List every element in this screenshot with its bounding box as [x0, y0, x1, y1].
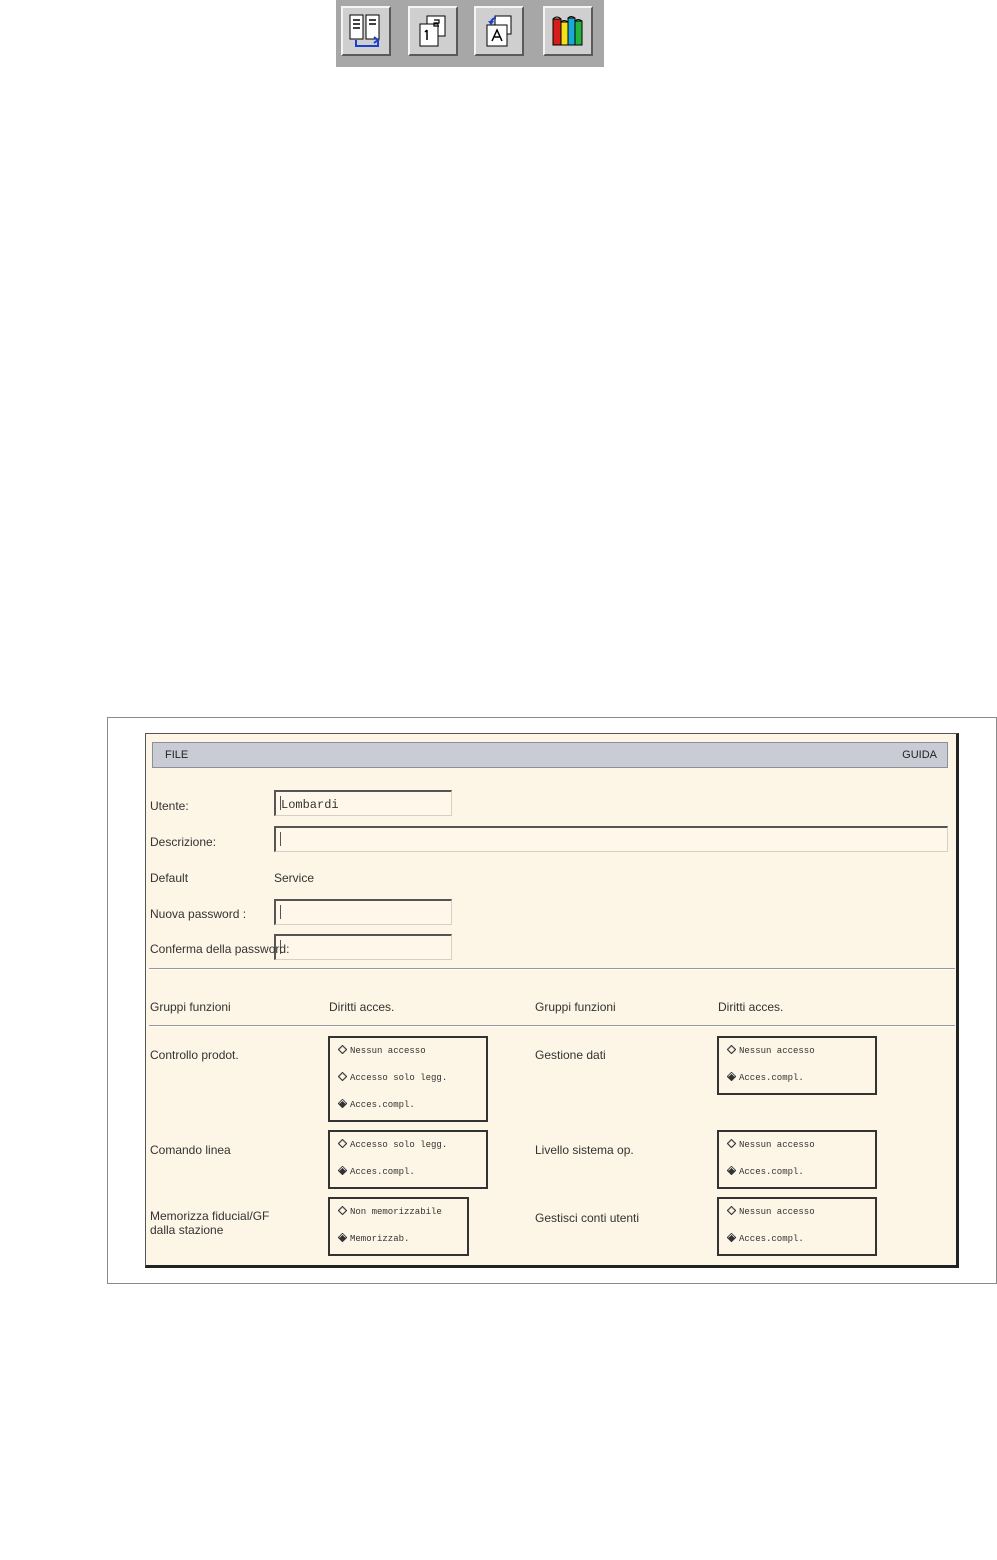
radio-group — [717, 1036, 877, 1095]
radio-option-label: Acces.compl. — [350, 1100, 415, 1110]
radio-option[interactable] — [338, 1099, 415, 1110]
radio-unselected-icon — [338, 1206, 347, 1215]
radio-option[interactable] — [338, 1233, 409, 1244]
header-rights-left: Diritti acces. — [329, 1000, 395, 1014]
radio-option[interactable] — [338, 1206, 442, 1217]
user-label: Utente: — [150, 799, 189, 813]
radio-unselected-icon — [338, 1139, 347, 1148]
radio-option-label: Memorizzab. — [350, 1234, 410, 1244]
radio-option-label: Nessun accesso — [739, 1046, 815, 1056]
header-rights-right: Diritti acces. — [718, 1000, 784, 1014]
radio-option-label: Acces.compl. — [739, 1073, 804, 1083]
radio-group — [328, 1036, 488, 1122]
menu-file[interactable]: FILE — [165, 749, 189, 761]
radio-option[interactable] — [338, 1072, 447, 1083]
radio-selected-icon — [727, 1166, 736, 1175]
header-group-right: Gruppi funzioni — [535, 1000, 616, 1014]
radio-option[interactable] — [727, 1233, 804, 1244]
radio-option[interactable] — [338, 1045, 426, 1056]
group-label: Comando linea — [150, 1143, 231, 1157]
books-button[interactable] — [543, 6, 593, 56]
confirm-password-field[interactable] — [274, 934, 452, 960]
radio-unselected-icon — [338, 1072, 347, 1081]
divider — [149, 968, 955, 970]
page-number-button[interactable] — [408, 6, 458, 56]
radio-option[interactable] — [338, 1166, 415, 1177]
radio-selected-icon — [727, 1233, 736, 1242]
replace-document-button[interactable] — [474, 6, 524, 56]
radio-unselected-icon — [727, 1045, 736, 1054]
radio-option-label: Nessun accesso — [350, 1046, 426, 1056]
radio-group — [717, 1197, 877, 1256]
group-label: Livello sistema op. — [535, 1143, 634, 1157]
radio-selected-icon — [338, 1166, 347, 1175]
radio-option-label: Acces.compl. — [739, 1167, 804, 1177]
radio-unselected-icon — [727, 1139, 736, 1148]
radio-option-label: Accesso solo legg. — [350, 1073, 448, 1083]
radio-group — [328, 1130, 488, 1189]
default-label: Default — [150, 871, 189, 885]
radio-option[interactable] — [727, 1166, 804, 1177]
radio-option[interactable] — [727, 1045, 815, 1056]
radio-selected-icon — [338, 1233, 347, 1242]
group-label: Controllo prodot. — [150, 1048, 239, 1062]
menu-help[interactable]: GUIDA — [902, 749, 937, 761]
group-label: Gestisci conti utenti — [535, 1211, 640, 1225]
group-label: Memorizza fiducial/GF — [150, 1209, 270, 1223]
replace-document-icon — [481, 13, 517, 49]
menu-bar — [152, 742, 948, 768]
copy-document-icon — [348, 13, 384, 49]
description-field[interactable] — [274, 826, 948, 852]
radio-option-label: Nessun accesso — [739, 1140, 815, 1150]
new-password-label: Nuova password : — [150, 907, 247, 921]
radio-selected-icon — [338, 1099, 347, 1108]
radio-option[interactable] — [727, 1206, 815, 1217]
radio-option-label: Acces.compl. — [350, 1167, 415, 1177]
default-value: Service — [274, 871, 315, 885]
radio-option-label: Acces.compl. — [739, 1234, 804, 1244]
books-icon — [550, 13, 586, 49]
radio-unselected-icon — [727, 1206, 736, 1215]
user-value: Lombardi — [281, 798, 339, 812]
copy-document-button[interactable] — [341, 6, 391, 56]
description-label: Descrizione: — [150, 835, 217, 849]
radio-option-label: Accesso solo legg. — [350, 1140, 448, 1150]
toolbar — [336, 0, 604, 67]
radio-option[interactable] — [727, 1139, 815, 1150]
radio-group — [328, 1197, 469, 1256]
page-number-icon — [415, 13, 451, 49]
radio-group — [717, 1130, 877, 1189]
radio-option-label: Non memorizzabile — [350, 1207, 442, 1217]
radio-option[interactable] — [338, 1139, 447, 1150]
group-label-line2: dalla stazione — [150, 1223, 224, 1237]
radio-selected-icon — [727, 1072, 736, 1081]
user-field[interactable] — [274, 790, 452, 816]
confirm-password-label: Conferma della password: — [150, 942, 290, 956]
group-label: Gestione dati — [535, 1048, 606, 1062]
user-account-window — [145, 733, 959, 1268]
divider — [149, 1025, 955, 1027]
radio-option-label: Nessun accesso — [739, 1207, 815, 1217]
radio-option[interactable] — [727, 1072, 804, 1083]
header-group-left: Gruppi funzioni — [150, 1000, 231, 1014]
radio-unselected-icon — [338, 1045, 347, 1054]
new-password-field[interactable] — [274, 899, 452, 925]
